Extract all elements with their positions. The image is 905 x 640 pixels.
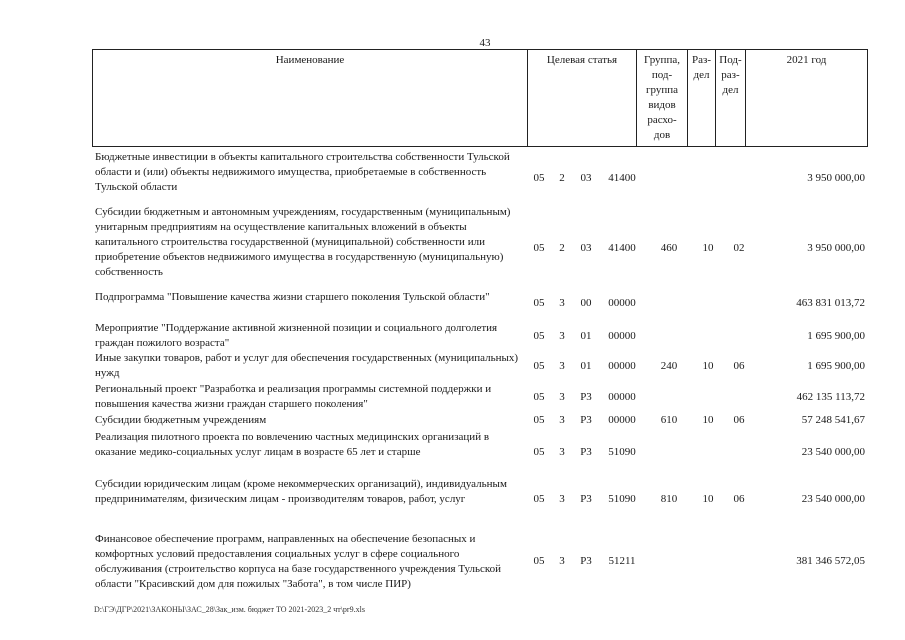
row-name: Подпрограмма "Повышение качества жизни старшего поколения Тульской области" <box>95 291 490 303</box>
row-code-4: 51090 <box>608 446 636 458</box>
row-name: Иные закупки товаров, работ и услуг для обеспечения государственных (муниципальных) нужд <box>95 352 519 379</box>
row-code-2: 2 <box>559 172 565 184</box>
row-group: 610 <box>660 414 678 426</box>
row-amount: 23 540 000,00 <box>801 446 865 458</box>
row-amount: 3 950 000,00 <box>807 242 865 254</box>
row-amount: 3 950 000,00 <box>807 172 865 184</box>
row-group: 240 <box>660 360 678 372</box>
row-code-4: 00000 <box>608 391 636 403</box>
row-name: Бюджетные инвестиции в объекты капитального строительства собственности Тульской области и (или) объекты недвижимого имущества, приобретаемые в собственность Тульской области <box>95 151 510 193</box>
row-razdel: 10 <box>702 493 714 505</box>
row-code-3: 00 <box>580 297 592 309</box>
row-code-3: 01 <box>580 360 592 372</box>
row-code-3: 01 <box>580 330 592 342</box>
file-path-footer: D:\ГЭ\ДГР\2021\ЗАКОНЫ\ЗАС_28\Зак_изм. бюджет ТО 2021-2023_2 чт\pr9.xls <box>94 605 365 614</box>
row-code-3: P3 <box>580 446 592 458</box>
row-code-2: 2 <box>559 242 565 254</box>
row-code-1: 05 <box>533 446 545 458</box>
row-code-2: 3 <box>559 297 565 309</box>
row-code-2: 3 <box>559 555 565 567</box>
row-razdel: 10 <box>702 360 714 372</box>
header-target: Целевая статья <box>528 50 637 146</box>
row-code-4: 51211 <box>608 555 636 567</box>
row-name: Реализация пилотного проекта по вовлечению частных медицинских организаций в оказание медико-социальных услуг лицам в возрасте 65 лет и старше <box>95 431 490 458</box>
header-year: 2021 год <box>786 54 827 66</box>
row-code-4: 00000 <box>608 360 636 372</box>
row-code-2: 3 <box>559 391 565 403</box>
row-code-2: 3 <box>559 414 565 426</box>
row-amount: 463 831 013,72 <box>796 297 865 309</box>
row-code-2: 3 <box>559 360 565 372</box>
row-code-4: 51090 <box>608 493 636 505</box>
row-code-1: 05 <box>533 493 545 505</box>
row-razdel: 10 <box>702 242 714 254</box>
row-name: Субсидии юридическим лицам (кроме некоммерческих организаций), индивидуальным предпринимателям, физическим лицам - производителям товаров, работ, услуг <box>95 478 507 505</box>
row-amount: 1 695 900,00 <box>807 330 865 342</box>
header-name: Наименование <box>93 50 528 146</box>
row-name: Мероприятие "Поддержание активной жизненной позиции и социального долголетия граждан пожилого возраста" <box>95 322 498 349</box>
row-code-3: P3 <box>580 493 592 505</box>
row-code-1: 05 <box>533 414 545 426</box>
row-podrazdel: 06 <box>733 493 745 505</box>
header-podrazdel: Под- раз- дел <box>716 50 746 146</box>
row-razdel: 10 <box>702 414 714 426</box>
row-code-1: 05 <box>533 172 545 184</box>
row-code-1: 05 <box>533 330 545 342</box>
row-code-1: 05 <box>533 360 545 372</box>
row-podrazdel: 02 <box>733 242 745 254</box>
row-code-3: P3 <box>580 414 592 426</box>
row-podrazdel: 06 <box>733 414 745 426</box>
header-group: Группа, под- группа видов расхо- дов <box>637 50 688 146</box>
row-code-3: 03 <box>580 172 592 184</box>
table-header <box>92 49 868 147</box>
row-amount: 381 346 572,05 <box>796 555 865 567</box>
row-code-3: 03 <box>580 242 592 254</box>
row-amount: 1 695 900,00 <box>807 360 865 372</box>
row-amount: 23 540 000,00 <box>801 493 865 505</box>
row-name: Субсидии бюджетным учреждениям <box>95 414 267 426</box>
row-code-4: 00000 <box>608 330 636 342</box>
row-group: 460 <box>660 242 678 254</box>
row-code-2: 3 <box>559 330 565 342</box>
row-name: Субсидии бюджетным и автономным учреждениям, государственным (муниципальным) унитарным предприятиям на осуществление капитальных вложений в объекты капитального строительства государственной (муниципальной) собственности или приобретение объектов недвижимого имущества в государственную (муниципальную) собственность <box>95 206 511 278</box>
row-code-3: P3 <box>580 391 592 403</box>
row-podrazdel: 06 <box>733 360 745 372</box>
row-code-4: 00000 <box>608 297 636 309</box>
row-name: Финансовое обеспечение программ, направленных на обеспечение безопасных и комфортных условий предоставления социальных услуг в сфере социального обслуживания (строительство корпуса на базе государственного учреждения Тульской области "Красивский дом для пожилых "Забота", в том числе ПИР) <box>95 533 502 590</box>
row-code-3: P3 <box>580 555 592 567</box>
row-code-1: 05 <box>533 242 545 254</box>
row-code-4: 00000 <box>608 414 636 426</box>
row-name: Региональный проект "Разработка и реализация программы системной поддержки и повышения качества жизни граждан старшего поколения" <box>95 383 492 410</box>
row-code-1: 05 <box>533 555 545 567</box>
row-code-1: 05 <box>533 391 545 403</box>
row-code-1: 05 <box>533 297 545 309</box>
row-amount: 57 248 541,67 <box>801 414 865 426</box>
row-amount: 462 135 113,72 <box>796 391 865 403</box>
header-razdel: Раз- дел <box>688 50 716 146</box>
row-code-4: 41400 <box>608 172 636 184</box>
row-code-2: 3 <box>559 446 565 458</box>
page-number: 43 <box>479 37 491 49</box>
row-group: 810 <box>660 493 678 505</box>
row-code-4: 41400 <box>608 242 636 254</box>
row-code-2: 3 <box>559 493 565 505</box>
